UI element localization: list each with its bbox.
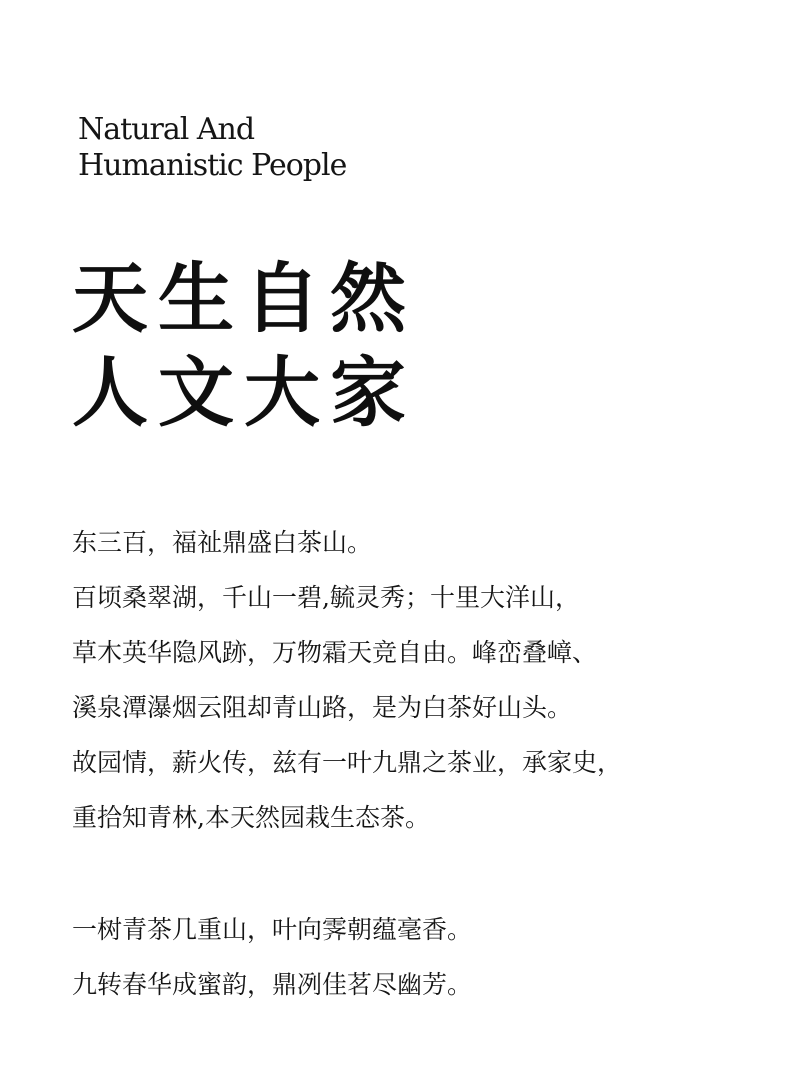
paragraph-1-line: 溪泉潭瀑烟云阻却青山路，是为白茶好山头。 bbox=[72, 693, 573, 722]
paragraph-1-line: 东三百，福祉鼎盛白茶山。 bbox=[72, 528, 373, 557]
paragraph-1-line: 百顷桑翠湖，千山一碧,毓灵秀；十里大洋山， bbox=[72, 583, 580, 612]
body-text bbox=[72, 515, 622, 1012]
paragraph-1-line: 草木英华隐风跡，万物霜天竞自由。峰峦叠嶂、 bbox=[72, 638, 598, 667]
english-subtitle-line-2: Humanistic People bbox=[78, 148, 347, 183]
paragraph-1-line: 故园情，薪火传，兹有一叶九鼎之茶业，承家史， bbox=[72, 748, 623, 777]
page-title bbox=[72, 252, 416, 440]
title-line-2: 人文大家 bbox=[72, 348, 416, 437]
english-subtitle bbox=[78, 112, 346, 184]
paragraph-spacer bbox=[72, 845, 622, 902]
paragraph-1-line: 重拾知青林,本天然园栽生态茶。 bbox=[72, 803, 430, 832]
paragraph-2-line: 九转春华成蜜韵，鼎冽佳茗尽幽芳。 bbox=[72, 970, 473, 999]
title-line-1: 天生自然 bbox=[72, 254, 416, 343]
paragraph-2-line: 一树青茶几重山，叶向霁朝蕴毫香。 bbox=[72, 915, 473, 944]
english-subtitle-line-1: Natural And bbox=[78, 112, 255, 147]
